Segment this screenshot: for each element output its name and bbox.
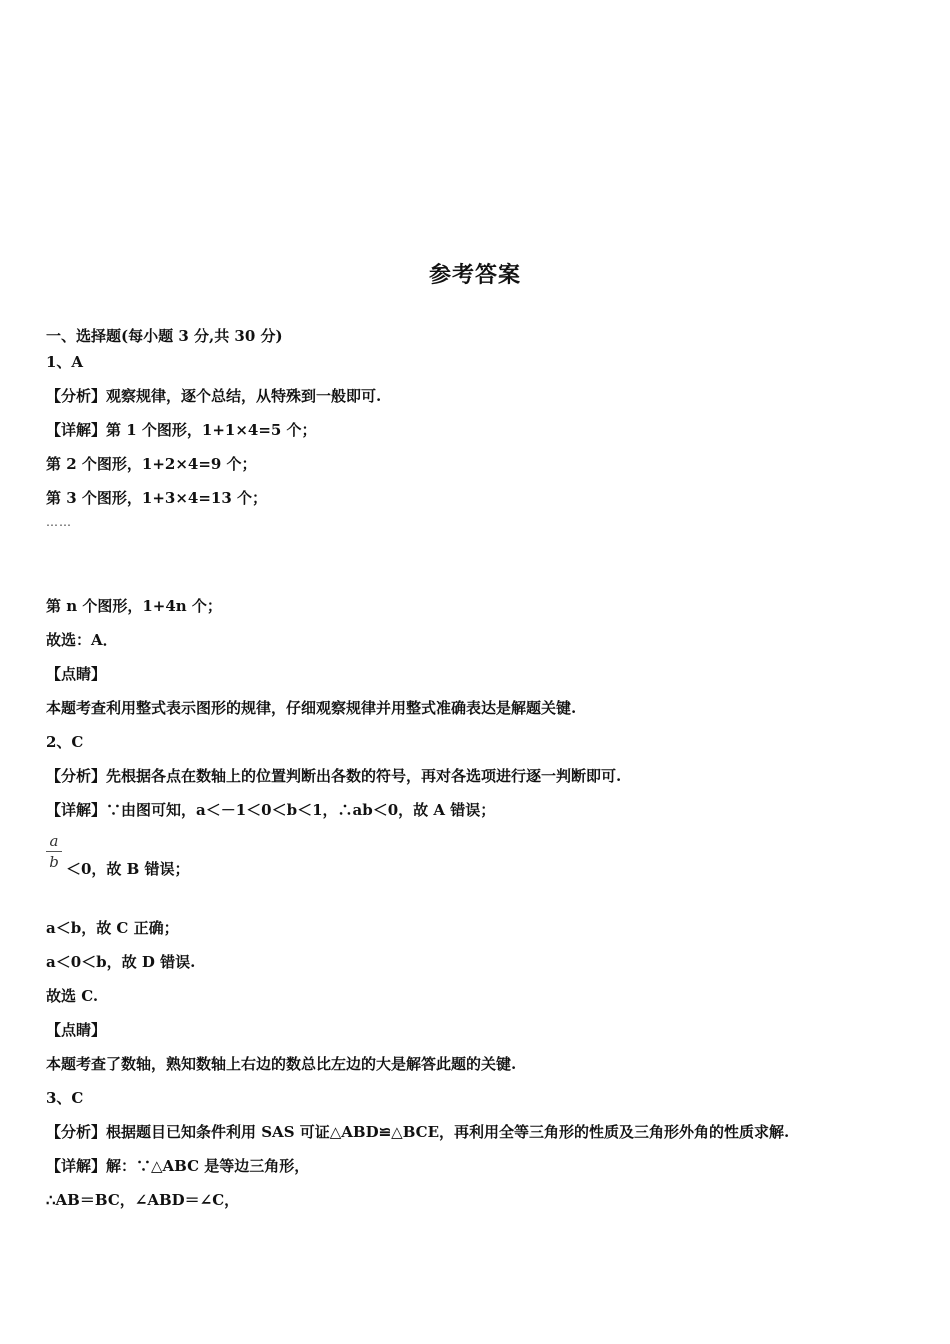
fraction-numerator: a bbox=[49, 832, 59, 850]
question-3-answer: 3、C bbox=[46, 1089, 84, 1107]
fraction-a-over-b bbox=[46, 832, 62, 871]
q2-choice: 故选 C. bbox=[46, 987, 99, 1005]
q2-remark: 本题考查了数轴，熟知数轴上右边的数总比左边的大是解答此题的关键. bbox=[46, 1055, 517, 1073]
q2-option-b: ＜0，故 B 错误； bbox=[66, 860, 190, 878]
fraction-bar bbox=[46, 851, 62, 852]
q3-analysis: 【分析】根据题目已知条件利用 SAS 可证△ABD≌△BCE，再利用全等三角形的性质及三角形外角的性质求解. bbox=[46, 1123, 790, 1141]
q2-remark-heading: 【点睛】 bbox=[46, 1021, 107, 1039]
q1-ellipsis: …… bbox=[46, 515, 72, 529]
section-heading: 一、选择题(每小题 3 分,共 30 分) bbox=[46, 327, 283, 345]
q1-remark-heading: 【点睛】 bbox=[46, 665, 107, 683]
q2-analysis: 【分析】先根据各点在数轴上的位置判断出各数的符号，再对各选项进行逐一判断即可. bbox=[46, 767, 622, 785]
q3-detail: 【详解】解：∵△ABC 是等边三角形， bbox=[46, 1157, 310, 1175]
q1-step-3: 第 3 个图形，1+3×4=13 个； bbox=[46, 489, 267, 507]
q1-step-2: 第 2 个图形，1+2×4=9 个； bbox=[46, 455, 257, 473]
q1-detail: 【详解】第 1 个图形，1+1×4=5 个； bbox=[46, 421, 317, 439]
q3-step: ∴AB＝BC，∠ABD＝∠C， bbox=[46, 1191, 240, 1209]
q2-option-d: a＜0＜b，故 D 错误. bbox=[46, 953, 196, 971]
question-2-answer: 2、C bbox=[46, 733, 84, 751]
q1-step-n: 第 n 个图形，1+4n 个； bbox=[46, 597, 222, 615]
page-title: 参考答案 bbox=[428, 263, 521, 288]
q1-choice: 故选：A． bbox=[46, 631, 118, 649]
q1-remark: 本题考查利用整式表示图形的规律，仔细观察规律并用整式准确表达是解题关键. bbox=[46, 699, 577, 717]
question-1-answer: 1、A bbox=[46, 353, 84, 371]
q2-option-c: a＜b，故 C 正确； bbox=[46, 919, 179, 937]
q1-analysis: 【分析】观察规律，逐个总结，从特殊到一般即可. bbox=[46, 387, 382, 405]
fraction-denominator: b bbox=[49, 853, 59, 871]
q2-detail: 【详解】∵由图可知，a＜－1＜0＜b＜1，∴ab＜0，故 A 错误； bbox=[46, 801, 496, 819]
